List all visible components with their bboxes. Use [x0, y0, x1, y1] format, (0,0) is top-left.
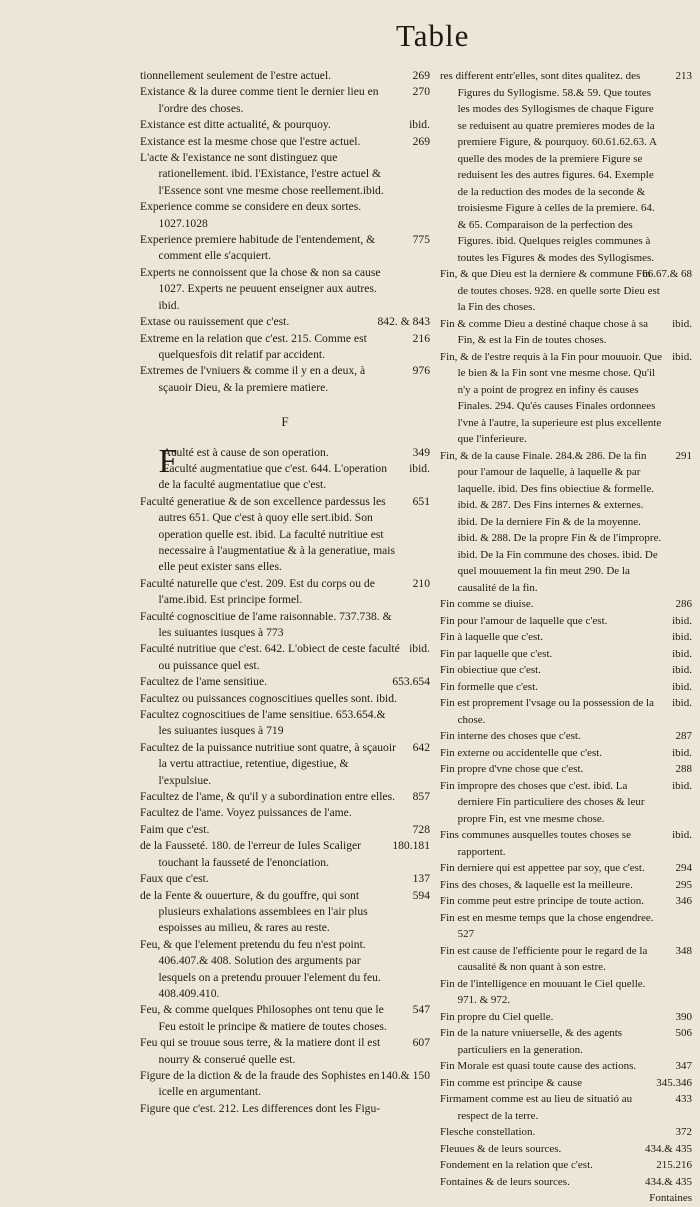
entry-text: Fin comme peut estre principe de toute action. — [440, 895, 645, 907]
entry-text: Flesche constellation. — [440, 1126, 536, 1138]
entry-page-ref: 594 — [412, 888, 430, 902]
entry-text: Facultez cognoscitiues de l'ame sensitiue. 653.654.& les suiuantes iusques à 719 — [140, 708, 386, 738]
index-entry — [440, 910, 692, 943]
index-entry — [440, 1157, 692, 1174]
entry-page-ref: 390 — [675, 1010, 692, 1023]
entry-page-ref: 775 — [412, 233, 430, 247]
entry-text: Fin propre d'vne chose que c'est. — [440, 763, 584, 775]
index-entry — [140, 1002, 430, 1035]
entry-page-ref: 857 — [412, 790, 430, 804]
index-entry — [140, 805, 430, 821]
entry-text: Facultez de l'ame sensitiue. — [140, 675, 267, 689]
entry-text: Facultez ou puissances cognoscitiues quelles sont. ibid. — [140, 691, 397, 705]
index-entry — [440, 695, 692, 728]
index-entry — [440, 943, 692, 976]
entry-page-ref: 294 — [675, 862, 692, 874]
index-entry — [440, 1091, 692, 1124]
entry-text: Experience premiere habitude de l'entendement, & comment elle s'acquiert. — [140, 233, 376, 263]
index-entry — [440, 745, 692, 762]
index-entry — [140, 822, 430, 838]
index-entry — [140, 232, 430, 265]
entry-text: Fin interne des choses que c'est. — [440, 730, 581, 742]
entry-page-ref: ibid. — [672, 746, 692, 759]
entry-text: Fin impropre des choses que c'est. ibid. La derniere Fin particuliere des choses & leur propre Fin, est vne mesme chose. — [440, 779, 645, 825]
right-entries — [440, 68, 692, 1204]
entry-text: Fin formelle que c'est. — [440, 680, 538, 693]
index-entry — [140, 1101, 430, 1117]
index-entry — [440, 662, 692, 679]
entry-page-ref: 653.654 — [392, 675, 430, 689]
entry-page-ref: 215.216 — [656, 1159, 692, 1171]
index-entry — [440, 679, 692, 696]
entry-text: Fin Morale est quasi toute cause des actions. — [440, 1060, 637, 1072]
index-entry — [440, 860, 692, 877]
entry-text: Fins des choses, & laquelle est la meilleure. — [440, 878, 633, 891]
index-entry — [140, 641, 430, 674]
entry-page-ref: 607 — [412, 1036, 430, 1050]
index-entry — [140, 1035, 430, 1068]
entry-text: Existance & la duree comme tient le dernier lieu en l'ordre des choses. — [140, 85, 379, 115]
entry-page-ref: 547 — [412, 1003, 430, 1017]
entry-text: Feu, & que l'element pretendu du feu n'est point. 406.407.& 408. Solution des arguments par lesquels on a pretendu prouuer l'element du feu. 408.409.410. — [140, 937, 381, 1000]
entry-page-ref: ibid. — [672, 631, 692, 643]
left-top-entries — [140, 68, 430, 396]
entry-page-ref: 642 — [412, 740, 430, 754]
entry-page-ref: ibid. — [672, 829, 692, 841]
entry-text: Faculté cognoscitiue de l'ame raisonnable. 737.738. & les suiuantes iusques à 773 — [140, 609, 392, 639]
entry-text: Fondement en la relation que c'est. — [440, 1159, 593, 1171]
index-entry — [440, 316, 692, 349]
index-entry — [140, 117, 430, 133]
entry-text: Firmament comme est au lieu de situatió au respect de la terre. — [440, 1093, 633, 1122]
index-entry — [440, 893, 692, 910]
index-entry — [440, 349, 692, 448]
entry-page-ref: 346 — [675, 895, 692, 907]
entry-page-ref: 433 — [675, 1093, 692, 1105]
entry-text: Extreme en la relation que c'est. 215. Comme est quelquesfois dit relatif par accident. — [140, 331, 367, 361]
entry-text: Fin pour l'amour de laquelle que c'est. — [440, 614, 608, 627]
entry-page-ref: 286 — [675, 598, 692, 610]
right-column — [440, 68, 692, 1204]
entry-text: tionnellement seulement de l'estre actuel. — [140, 69, 332, 82]
entry-text: Fin externe ou accidentelle que c'est. — [440, 746, 603, 759]
entry-text: Fin comme est principe & cause — [440, 1076, 583, 1089]
entry-page-ref: 287 — [675, 730, 692, 742]
index-entry — [140, 314, 430, 330]
index-entry — [140, 1068, 430, 1101]
left-column — [140, 68, 430, 1117]
entry-text: L'acte & l'existance ne sont distinguez que rationellement. ibid. l'Existance, l'estre actuel & l'Essence sont vne mesme chose reellement.ibid. — [140, 151, 384, 197]
section-letter-f: F — [281, 414, 289, 430]
index-entry — [440, 596, 692, 613]
entry-text: Fin, & de l'estre requis à la Fin pour mouuoir. Que le bien & la Fin sont vne mesme chose. Qu'il n'y a point de progrez en infiny és causes Finales. 294. Qu'és causes Finales ordonnees l'vne à l'autre, la superieure est plus excellente que l'inferieure. — [440, 350, 662, 445]
entry-page-ref: 210 — [412, 576, 430, 590]
entry-text: Fin de l'intelligence en mouuant le Ciel quelle. 971. & 972. — [440, 977, 646, 1006]
index-entry — [140, 871, 430, 887]
entry-text: Faculté nutritiue que c'est. 642. L'obiect de ceste faculté ou puissance quel est. — [140, 642, 400, 672]
entry-page-ref: ibid. — [672, 680, 692, 693]
index-entry — [440, 629, 692, 646]
index-entry — [140, 691, 430, 707]
index-entry — [440, 761, 692, 778]
entry-page-ref: ibid. — [672, 779, 692, 792]
entry-text: Fin obiectiue que c'est. — [440, 664, 541, 676]
entry-page-ref: 288 — [675, 763, 692, 775]
index-entry — [140, 199, 430, 232]
entry-text: Fin à laquelle que c'est. — [440, 631, 544, 643]
entry-page-ref: 434.& 435 — [644, 1175, 692, 1188]
index-entry — [140, 265, 430, 314]
index-entry — [440, 877, 692, 894]
entry-text: Facultez de la puissance nutritiue sont quatre, à sçauoir la vertu attractiue, retentiue, digestiue, & l'expulsiue. — [140, 740, 396, 787]
entry-page-ref: 348 — [675, 944, 692, 957]
entry-text: Existance est ditte actualité, & pourquoy. — [140, 118, 331, 132]
entry-page-ref: 842. & 843 — [377, 315, 430, 329]
entry-text: Feu, & comme quelques Philosophes ont tenu que le Feu estoit le principe & matiere de toutes choses. — [140, 1003, 387, 1033]
entry-page-ref: 506 — [675, 1027, 692, 1039]
entry-text: de la Fente & ouuerture, & du gouffre, qui sont plusieurs exhalations assemblees en l'air plus espoisses au milieu, & rares au reste. — [140, 888, 368, 935]
index-entry — [140, 838, 430, 871]
entry-page-ref: 270 — [412, 85, 430, 99]
index-entry — [440, 1141, 692, 1158]
index-entry — [440, 976, 692, 1009]
entry-page-ref: 180.181 — [392, 839, 430, 853]
index-entry — [440, 1124, 692, 1141]
entry-page-ref: ibid. — [672, 614, 692, 627]
index-entry — [140, 789, 430, 805]
index-entry — [440, 778, 692, 828]
index-entry — [140, 494, 430, 576]
entry-page-ref: ibid. — [672, 350, 692, 363]
index-entry — [440, 646, 692, 663]
index-entry — [140, 937, 430, 1003]
entry-text: Fins communes ausquelles toutes choses se rapportent. — [440, 829, 631, 858]
index-entry — [140, 707, 430, 740]
entry-page-ref: 137 — [412, 872, 430, 886]
index-entry — [440, 1058, 692, 1075]
index-entry — [140, 740, 430, 789]
index-entry — [440, 266, 692, 316]
entry-text: Fin est proprement l'vsage ou la possession de la chose. — [440, 697, 655, 726]
entry-text: Figure que c'est. 212. Les differences dont les Figu- — [140, 1101, 381, 1115]
entry-page-ref: 216 — [412, 331, 430, 345]
index-entry — [440, 68, 692, 266]
entry-text: Fin propre du Ciel quelle. — [440, 1010, 554, 1023]
entry-page-ref: 140.& 150 — [380, 1068, 430, 1082]
entry-page-ref: Fontaines — [649, 1192, 692, 1204]
index-entry — [140, 888, 430, 937]
entry-text: Fin, & de la cause Finale. 284.& 286. De la fin pour l'amour de laquelle, à laquelle & par laquelle. ibid. Des fins obiectiue & formelle. ibid. & 287. Des Fins internes & externes. ibid. De la derniere Fin & de la moyenne. ibid. & 288. De la propre Fin & de l'impropre. ibid. De la Fin commune des choses. ibid. De quel mouuement la fin meut 290. De la causalité de la fin. — [440, 449, 662, 594]
index-entry — [440, 827, 692, 860]
entry-text: Feu qui se trouue sous terre, & la matiere dont il est nourry & conserué quelle est. — [140, 1036, 381, 1066]
entry-text: Faux que c'est. — [140, 872, 209, 886]
index-entry — [140, 84, 430, 117]
entry-text: Facultez de l'ame, & qu'il y a subordination entre elles. — [140, 790, 395, 804]
entry-text: Fin est en mesme temps que la chose engendree. 527 — [440, 911, 654, 940]
entry-page-ref: 651 — [412, 494, 430, 508]
index-entry — [140, 331, 430, 364]
index-entry — [440, 1025, 692, 1058]
entry-text: Fontaines & de leurs sources. — [440, 1175, 570, 1188]
entry-text: Faculté naturelle que c'est. 209. Est du corps ou de l'ame.ibid. Est principe formel. — [140, 576, 375, 607]
index-entry — [440, 1009, 692, 1026]
entry-text: Fin derniere qui est appettee par soy, que c'est. — [440, 862, 645, 874]
entry-page-ref: ibid. — [409, 118, 430, 132]
entry-text: Fin & comme Dieu a destiné chaque chose à sa Fin, & est la Fin de toutes choses. — [440, 317, 649, 346]
entry-page-ref: 291 — [675, 449, 692, 462]
entry-text: de la Fausseté. 180. de l'erreur de Iules Scaliger touchant la fausseté de l'enonciation. — [140, 839, 362, 869]
entry-text: Experience comme se considere en deux sortes. 1027.1028 — [140, 200, 362, 230]
entry-text: Fleuues & de leurs sources. — [440, 1142, 562, 1155]
entry-page-ref: 976 — [412, 364, 430, 378]
entry-page-ref: 66.67.& 68 — [642, 268, 692, 280]
page-header-title: Table — [396, 18, 470, 53]
index-entry — [140, 150, 430, 199]
dropcap-entry-text: Aculté est à cause de son operation. — [162, 445, 329, 459]
entry-text: Extremes de l'vniuers & comme il y en a deux, à sçauoir Dieu, & la premiere matiere. — [140, 364, 366, 394]
index-entry — [440, 1174, 692, 1191]
entry-page-ref: 349 — [412, 445, 430, 459]
entry-page-ref: ibid. — [409, 642, 430, 656]
entry-text: Fin par laquelle que c'est. — [440, 647, 553, 660]
entry-page-ref: ibid. — [672, 647, 692, 660]
entry-text: Faculté augmentatiue que c'est. 644. L'operation de la faculté augmentatiue que c'est. — [158, 461, 387, 492]
entry-page-ref: 434.& 435 — [644, 1142, 692, 1155]
index-entry — [140, 68, 430, 84]
entry-text: Fin, & que Dieu est la derniere & commune Fin de toutes choses. 928. en quelle sorte Dieu est la Fin des choses. — [440, 268, 660, 313]
index-entry — [140, 609, 430, 642]
index-entry — [440, 1075, 692, 1092]
entry-text: Fin est cause de l'efficiente pour le regard de la causalité & non quant à son estre. — [440, 944, 648, 973]
index-entry — [140, 576, 430, 609]
index-entry — [140, 461, 430, 494]
index-entry — [440, 448, 692, 597]
entry-page-ref: 345.346 — [656, 1076, 692, 1089]
index-entry — [140, 674, 430, 690]
entry-text: Figure de la diction & de la fraude des Sophistes en icelle en argumentant. — [140, 1068, 380, 1099]
entry-page-ref: 269 — [412, 69, 430, 82]
index-entry — [440, 613, 692, 630]
entry-text: res different entr'elles, sont dites qualitez. des Figures du Syllogisme. 58.& 59. Que toutes les modes des Syllogismes de chaque Figure se reduisent au quatre premieres modes de la premiere Figure, & pourquoy. 60.61.62.63. A quelle des modes de la premiere Figure se reduisent les des autres figures. 64. Exemple de la reduction des modes de la seconde & troisiesme Figure à celles de la premiere. 64. & 65. Comparaison de la perfection des Figures. ibid. Quelques reigles communes à toutes les Figures & modes des Syllogismes. — [440, 70, 657, 264]
entry-text: Existance est la mesme chose que l'estre actuel. — [140, 134, 361, 148]
entry-text: Faculté generatiue & de son excellence pardessus les autres 651. Que c'est à quoy elle sert.ibid. Son operation quelle est. ibid. La faculté nutritiue est necessaire à l'augmentatiue & à la generatiue, mais elle peut exister sans elles. — [140, 494, 395, 574]
dropcap-letter: F — [158, 442, 178, 480]
index-entry — [440, 728, 692, 745]
entry-text: Extase ou rauissement que c'est. — [140, 315, 290, 329]
entry-page-ref: ibid. — [672, 317, 692, 330]
entry-text: Fin comme se diuise. — [440, 598, 534, 610]
entry-page-ref: ibid. — [672, 697, 692, 709]
index-entry — [140, 134, 430, 150]
entry-page-ref: 295 — [675, 878, 692, 891]
entry-page-ref: 728 — [412, 822, 430, 836]
index-entry — [140, 363, 430, 396]
entry-text: Faim que c'est. — [140, 822, 210, 836]
entry-text: Experts ne connoissent que la chose & non sa cause 1027. Experts ne peuuent enseigner aux autres. ibid. — [140, 265, 381, 312]
entry-page-ref: 213 — [675, 70, 692, 82]
entry-page-ref: 372 — [675, 1126, 692, 1138]
entry-page-ref: ibid. — [409, 461, 430, 475]
entry-text: Fin de la nature vniuerselle, & des agents particuliers en la generation. — [440, 1027, 623, 1056]
entry-text: Facultez de l'ame. Voyez puissances de l'ame. — [140, 806, 352, 820]
left-f-entries — [140, 461, 430, 1117]
entry-page-ref: ibid. — [672, 664, 692, 676]
entry-page-ref: 347 — [675, 1060, 692, 1072]
entry-page-ref: 269 — [412, 134, 430, 148]
